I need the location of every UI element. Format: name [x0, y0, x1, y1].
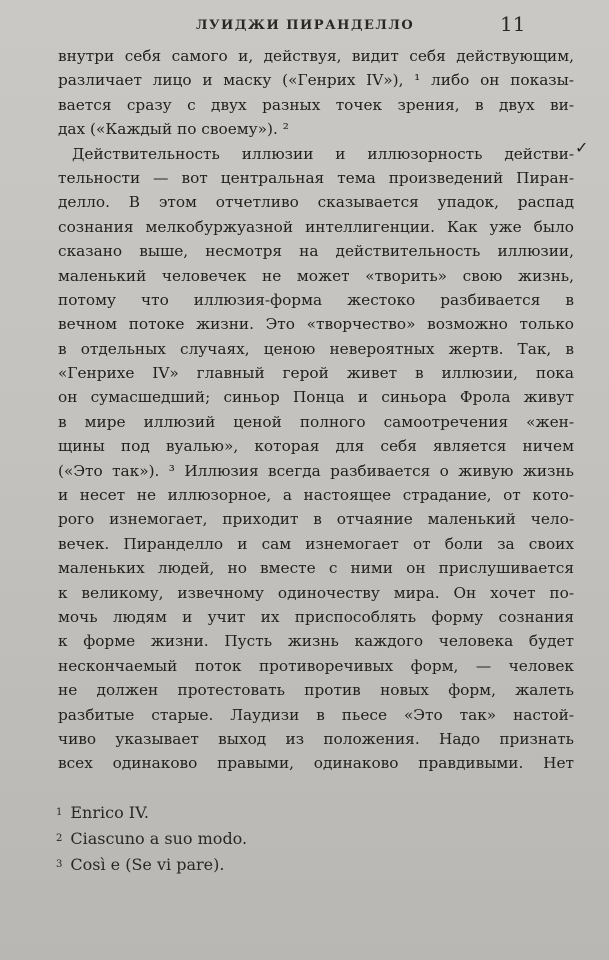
text-line: нескончаемый поток противоречивых форм, — человек — [58, 656, 574, 675]
footnote-text: Ciascuno a suo modo. — [70, 829, 248, 848]
text-line: вечном потоке жизни. Это «творчество» возможно только — [58, 315, 574, 334]
text-line: вечек. Пиранделло и сам изнемогает от боли за своих — [58, 534, 574, 553]
page-header — [0, 12, 609, 42]
text-line: мочь людям и учит их приспособлять форму сознания — [58, 607, 574, 626]
text-line: внутри себя самого и, действуя, видит себя действующим, — [58, 47, 574, 65]
text-line: разбитые старые. Лаудизи в пьесе «Это так» настой- — [58, 705, 574, 724]
text-line: в отдельных случаях, ценою невероятных жертв. Так, в — [58, 339, 574, 358]
footnote — [56, 800, 456, 826]
text-line: вается сразу с двух разных точек зрения, в двух ви- — [58, 95, 574, 114]
text-line: он сумасшедший; синьор Понца и синьора Фрола живут — [58, 388, 574, 407]
text-line: не должен протестовать против новых форм, жалеть — [58, 681, 574, 700]
text-line: сказано выше, несмотря на действительность иллюзии, — [58, 242, 574, 261]
footnote-mark: 3 — [56, 859, 63, 870]
text-line: рого изнемогает, приходит в отчаяние маленький чело- — [58, 510, 574, 529]
text-line: («Это так»). ³ Иллюзия всегда разбивается о живую жизнь — [58, 461, 574, 480]
text-line: «Генрихе IV» главный герой живет в иллюзии, пока — [58, 364, 574, 383]
footnote-text: Enrico IV. — [70, 803, 149, 822]
text-line: дах («Каждый по своему»). ² — [58, 120, 289, 139]
text-line: к великому, извечному одиночеству мира. Он хочет по- — [58, 583, 574, 602]
footnote-mark: 2 — [56, 833, 63, 844]
body-text — [58, 44, 574, 776]
text-line: сознания мелкобуржуазной интеллигенции. Как уже было — [58, 217, 574, 236]
text-line: щины под вуалью», которая для себя является ничем — [58, 437, 574, 456]
text-line: потому что иллюзия-форма жестоко разбивается в — [58, 290, 574, 309]
text-line: различает лицо и маску («Генрих IV»), ¹ либо он показы- — [58, 71, 574, 90]
footnotes — [56, 800, 456, 878]
running-title: ЛУИДЖИ ПИРАНДЕЛЛО — [196, 18, 415, 33]
text-line: и несет не иллюзорное, а настоящее страдание, от кото- — [58, 486, 574, 505]
text-line: чиво указывает выход из положения. Надо признать — [58, 729, 574, 748]
text-line: к форме жизни. Пусть жизнь каждого человека будет — [58, 632, 574, 651]
text-line: Действительность иллюзии и иллюзорность действи- — [72, 144, 574, 163]
footnote-text: Così e (Se vi pare). — [70, 855, 225, 874]
text-line: маленький человечек не может «творить» свою жизнь, — [58, 266, 574, 285]
page-number: 11 — [500, 12, 526, 36]
text-line: тельности — вот центральная тема произведений Пиран- — [58, 168, 574, 187]
footnote — [56, 826, 456, 852]
text-line: делло. В этом отчетливо сказывается упадок, распад — [58, 193, 574, 212]
check-mark-icon: ✓ — [575, 138, 589, 157]
text-line: всех одинаково правыми, одинаково правдивыми. Нет — [58, 754, 574, 773]
text-line: в мире иллюзий ценой полного самоотречения «жен- — [58, 412, 574, 431]
footnote — [56, 852, 456, 878]
footnote-mark: 1 — [56, 807, 63, 818]
text-line: маленьких людей, но вместе с ними он прислушивается — [58, 559, 574, 578]
